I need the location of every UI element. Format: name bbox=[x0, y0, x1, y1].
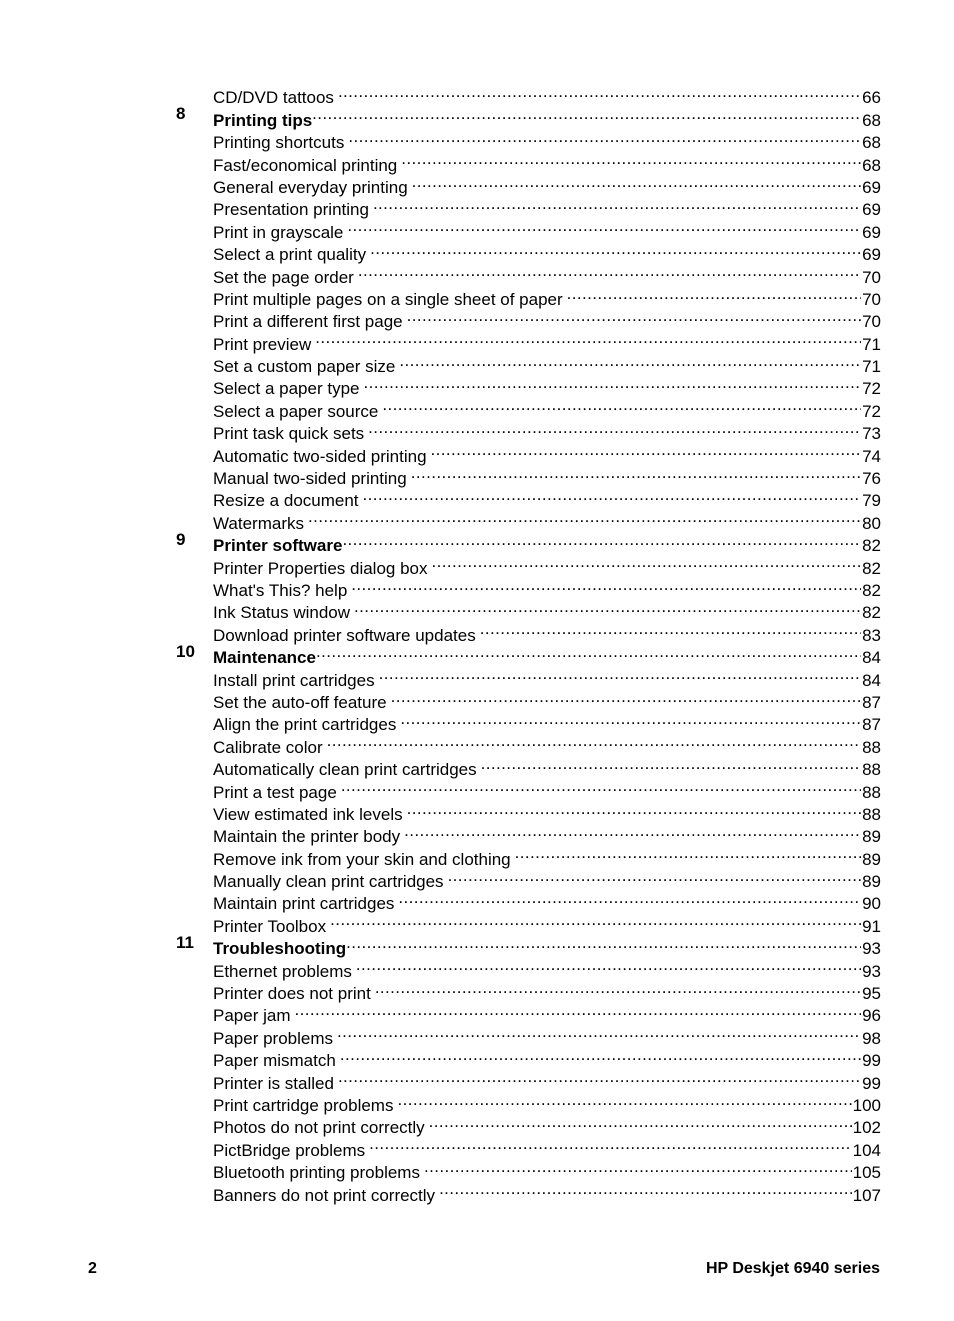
dot-leader bbox=[391, 686, 861, 708]
dot-leader bbox=[316, 641, 861, 663]
section-title: Printer Properties dialog box bbox=[213, 558, 428, 578]
toc-entry[interactable] bbox=[0, 1021, 954, 1048]
page-reference: 98 bbox=[862, 1028, 881, 1048]
page-reference: 70 bbox=[862, 267, 881, 287]
page-reference: 69 bbox=[862, 177, 881, 197]
page-reference: 88 bbox=[862, 804, 881, 824]
toc-entry[interactable] bbox=[0, 171, 954, 197]
section-title: CD/DVD tattoos bbox=[213, 88, 334, 108]
product-name: HP Deskjet 6940 series bbox=[705, 1260, 880, 1277]
section-title: Bluetooth printing problems bbox=[213, 1163, 420, 1183]
section-title: View estimated ink levels bbox=[213, 804, 403, 824]
toc-line bbox=[213, 1178, 881, 1207]
dot-leader bbox=[337, 1021, 861, 1043]
page-reference: 79 bbox=[862, 491, 881, 511]
page-reference: 80 bbox=[862, 513, 881, 533]
dot-leader bbox=[340, 1044, 861, 1066]
toc-entry[interactable] bbox=[0, 909, 954, 936]
page-reference: 107 bbox=[852, 1185, 881, 1205]
dot-leader bbox=[398, 887, 861, 909]
toc-entry[interactable] bbox=[0, 596, 954, 623]
section-title: Printer Toolbox bbox=[213, 916, 327, 936]
dot-leader bbox=[327, 730, 861, 752]
section-title: PictBridge problems bbox=[213, 1140, 366, 1160]
page-reference: 105 bbox=[852, 1163, 881, 1183]
toc-entry[interactable] bbox=[0, 730, 954, 757]
toc-entry[interactable] bbox=[0, 820, 954, 847]
page-reference: 87 bbox=[862, 715, 881, 735]
toc-entry[interactable] bbox=[0, 462, 954, 489]
page-reference: 82 bbox=[862, 580, 881, 600]
page-reference: 69 bbox=[862, 200, 881, 220]
section-title: Resize a document bbox=[213, 491, 359, 511]
section-title: Paper jam bbox=[213, 1006, 291, 1026]
page-reference: 83 bbox=[862, 625, 881, 645]
dot-leader bbox=[411, 462, 861, 484]
page-reference: 82 bbox=[862, 558, 881, 578]
page-reference: 95 bbox=[862, 984, 881, 1004]
dot-leader bbox=[401, 148, 861, 170]
dot-leader bbox=[373, 193, 861, 215]
dot-leader bbox=[481, 753, 861, 775]
chapter-title: Troubleshooting bbox=[213, 939, 347, 959]
section-title: Automatic two-sided printing bbox=[213, 446, 427, 466]
page-reference: 71 bbox=[862, 334, 881, 354]
toc-entry[interactable] bbox=[0, 126, 954, 153]
section-title: Printing shortcuts bbox=[213, 133, 345, 153]
dot-leader bbox=[379, 663, 862, 685]
section-title: Select a paper type bbox=[213, 379, 360, 399]
page-reference: 82 bbox=[862, 603, 881, 623]
dot-leader bbox=[429, 1111, 852, 1133]
dot-leader bbox=[363, 372, 861, 394]
dot-leader bbox=[567, 283, 861, 305]
dot-leader bbox=[330, 909, 861, 931]
section-title: Manually clean print cartridges bbox=[213, 872, 444, 892]
table-of-contents bbox=[0, 81, 954, 1205]
page-reference: 87 bbox=[862, 692, 881, 712]
toc-entry[interactable] bbox=[0, 708, 954, 735]
toc-entry[interactable] bbox=[0, 1111, 954, 1138]
section-title: Fast/economical printing bbox=[213, 155, 398, 175]
section-title: Print task quick sets bbox=[213, 424, 365, 444]
dot-leader bbox=[370, 238, 861, 260]
toc-entry[interactable] bbox=[0, 775, 954, 802]
toc-entry[interactable] bbox=[0, 394, 954, 421]
toc-entry[interactable] bbox=[0, 551, 954, 578]
page-reference: 100 bbox=[852, 1095, 881, 1115]
dot-leader bbox=[348, 126, 861, 148]
section-title: Maintain the printer body bbox=[213, 827, 401, 847]
toc-entry[interactable] bbox=[0, 618, 954, 645]
section-title: Download printer software updates bbox=[213, 625, 476, 645]
page-reference: 70 bbox=[862, 312, 881, 332]
section-title: Select a print quality bbox=[213, 245, 367, 265]
page-reference: 88 bbox=[862, 737, 881, 757]
page-reference: 89 bbox=[862, 827, 881, 847]
dot-leader bbox=[407, 798, 861, 820]
page-number: 2 bbox=[88, 1260, 97, 1277]
dot-leader bbox=[404, 820, 861, 842]
dot-leader bbox=[358, 260, 861, 282]
page-reference: 68 bbox=[862, 110, 881, 130]
section-title: Print a different first page bbox=[213, 312, 403, 332]
toc-entry[interactable] bbox=[0, 977, 954, 1004]
section-title: Automatically clean print cartridges bbox=[213, 760, 477, 780]
page-reference: 89 bbox=[862, 872, 881, 892]
chapter-title: Printer software bbox=[213, 536, 343, 556]
page-reference: 93 bbox=[862, 961, 881, 981]
toc-entry[interactable] bbox=[0, 372, 954, 399]
toc-entry[interactable] bbox=[0, 148, 954, 175]
section-title: What's This? help bbox=[213, 580, 348, 600]
chapter-number: 11 bbox=[176, 932, 194, 952]
page-reference: 72 bbox=[862, 401, 881, 421]
dot-leader bbox=[368, 417, 861, 439]
toc-entry[interactable] bbox=[0, 574, 954, 600]
page-reference: 70 bbox=[862, 289, 881, 309]
chapter-number: 8 bbox=[176, 104, 186, 124]
page-reference: 99 bbox=[862, 1051, 881, 1071]
section-title: Remove ink from your skin and clothing bbox=[213, 849, 511, 869]
page-reference: 88 bbox=[862, 782, 881, 802]
page-reference: 93 bbox=[862, 939, 881, 959]
toc-entry[interactable] bbox=[0, 999, 954, 1026]
section-title: Photos do not print correctly bbox=[213, 1118, 425, 1138]
toc-entry[interactable] bbox=[0, 1178, 954, 1205]
toc-entry[interactable] bbox=[0, 350, 954, 377]
dot-leader bbox=[369, 1133, 852, 1155]
toc-entry[interactable] bbox=[0, 798, 954, 824]
toc-entry[interactable] bbox=[0, 1156, 954, 1183]
page-reference: 69 bbox=[862, 222, 881, 242]
section-title: Print a test page bbox=[213, 782, 337, 802]
page-reference: 104 bbox=[852, 1140, 881, 1160]
dot-leader bbox=[515, 842, 861, 864]
section-title: Install print cartridges bbox=[213, 670, 375, 690]
dot-leader bbox=[382, 394, 861, 416]
page-reference: 89 bbox=[862, 849, 881, 869]
dot-leader bbox=[294, 999, 861, 1021]
section-title: Align the print cartridges bbox=[213, 715, 397, 735]
toc-entry[interactable] bbox=[0, 842, 954, 869]
toc-entry[interactable] bbox=[0, 260, 954, 287]
toc-entry[interactable] bbox=[0, 193, 954, 220]
toc-entry[interactable] bbox=[0, 327, 954, 354]
dot-leader bbox=[397, 1089, 851, 1111]
dot-leader bbox=[363, 484, 862, 506]
section-title: Print multiple pages on a single sheet of paper bbox=[213, 289, 563, 309]
dot-leader bbox=[412, 171, 861, 193]
dot-leader bbox=[338, 81, 861, 103]
toc-entry[interactable] bbox=[0, 439, 954, 466]
dot-leader bbox=[407, 305, 861, 327]
toc-entry[interactable] bbox=[0, 1044, 954, 1071]
toc-entry[interactable] bbox=[0, 484, 954, 511]
page-reference: 90 bbox=[862, 894, 881, 914]
section-title: Set the auto-off feature bbox=[213, 692, 387, 712]
dot-leader bbox=[356, 954, 861, 976]
section-title: Banners do not print correctly bbox=[213, 1185, 436, 1205]
toc-chapter-entry[interactable] bbox=[0, 529, 954, 556]
page-reference: 76 bbox=[862, 469, 881, 489]
dot-leader bbox=[346, 932, 861, 954]
section-title: General everyday printing bbox=[213, 177, 408, 197]
toc-entry[interactable] bbox=[0, 283, 954, 309]
dot-leader bbox=[341, 775, 861, 797]
dot-leader bbox=[308, 506, 861, 528]
section-title: Set a custom paper size bbox=[213, 357, 396, 377]
page-reference: 102 bbox=[852, 1118, 881, 1138]
page-reference: 74 bbox=[862, 446, 881, 466]
page-reference: 84 bbox=[862, 670, 881, 690]
dot-leader bbox=[312, 103, 861, 125]
dot-leader bbox=[424, 1156, 852, 1178]
section-title: Print cartridge problems bbox=[213, 1095, 394, 1115]
section-title: Ink Status window bbox=[213, 603, 351, 623]
chapter-title: Maintenance bbox=[213, 648, 316, 668]
toc-entry[interactable] bbox=[0, 887, 954, 914]
toc-entry[interactable] bbox=[0, 238, 954, 265]
section-title: Printer does not print bbox=[213, 984, 371, 1004]
page-reference: 73 bbox=[862, 424, 881, 444]
section-title: Maintain print cartridges bbox=[213, 894, 395, 914]
toc-chapter-entry[interactable] bbox=[0, 641, 954, 668]
dot-leader bbox=[315, 327, 861, 349]
section-title: Printer is stalled bbox=[213, 1073, 334, 1093]
toc-entry[interactable] bbox=[0, 954, 954, 981]
page-reference: 68 bbox=[862, 155, 881, 175]
chapter-number: 10 bbox=[176, 641, 195, 661]
page-reference: 91 bbox=[862, 916, 881, 936]
toc-entry[interactable] bbox=[0, 1066, 954, 1093]
dot-leader bbox=[342, 529, 861, 551]
dot-leader bbox=[351, 574, 861, 596]
section-title: Print preview bbox=[213, 334, 312, 354]
page-reference: 96 bbox=[862, 1006, 881, 1026]
toc-entry[interactable] bbox=[0, 686, 954, 712]
toc-entry[interactable] bbox=[0, 753, 954, 780]
dot-leader bbox=[354, 596, 861, 618]
dot-leader bbox=[338, 1066, 861, 1088]
toc-entry[interactable] bbox=[0, 417, 954, 444]
dot-leader bbox=[432, 551, 862, 573]
page-reference: 99 bbox=[862, 1073, 881, 1093]
toc-entry[interactable] bbox=[0, 506, 954, 533]
dot-leader bbox=[399, 350, 861, 372]
dot-leader bbox=[375, 977, 861, 999]
section-title: Print in grayscale bbox=[213, 222, 344, 242]
section-title: Set the page order bbox=[213, 267, 354, 287]
toc-entry[interactable] bbox=[0, 663, 954, 690]
page-reference: 68 bbox=[862, 133, 881, 153]
toc-entry[interactable] bbox=[0, 1089, 954, 1115]
dot-leader bbox=[439, 1178, 852, 1200]
toc-entry[interactable] bbox=[0, 81, 954, 108]
page-reference: 72 bbox=[862, 379, 881, 399]
chapter-number: 9 bbox=[176, 529, 186, 549]
dot-leader bbox=[347, 215, 861, 237]
page-reference: 88 bbox=[862, 760, 881, 780]
dot-leader bbox=[480, 618, 861, 640]
section-title: Select a paper source bbox=[213, 401, 379, 421]
toc-entry[interactable] bbox=[0, 305, 954, 332]
section-title: Paper mismatch bbox=[213, 1051, 336, 1071]
chapter-title: Printing tips bbox=[213, 110, 313, 130]
page-reference: 66 bbox=[862, 88, 881, 108]
toc-entry[interactable] bbox=[0, 865, 954, 892]
dot-leader bbox=[431, 439, 862, 461]
dot-leader bbox=[448, 865, 862, 887]
page-reference: 71 bbox=[862, 357, 881, 377]
section-title: Ethernet problems bbox=[213, 961, 352, 981]
toc-chapter-entry[interactable] bbox=[0, 103, 954, 130]
toc-chapter-entry[interactable] bbox=[0, 932, 954, 959]
page-reference: 69 bbox=[862, 245, 881, 265]
section-title: Calibrate color bbox=[213, 737, 323, 757]
toc-entry[interactable] bbox=[0, 1133, 954, 1160]
section-title: Presentation printing bbox=[213, 200, 369, 220]
page-reference: 82 bbox=[862, 536, 881, 556]
section-title: Paper problems bbox=[213, 1028, 334, 1048]
dot-leader bbox=[400, 708, 861, 730]
page-reference: 84 bbox=[862, 648, 881, 668]
section-title: Manual two-sided printing bbox=[213, 469, 407, 489]
section-title: Watermarks bbox=[213, 513, 304, 533]
toc-entry[interactable] bbox=[0, 215, 954, 242]
